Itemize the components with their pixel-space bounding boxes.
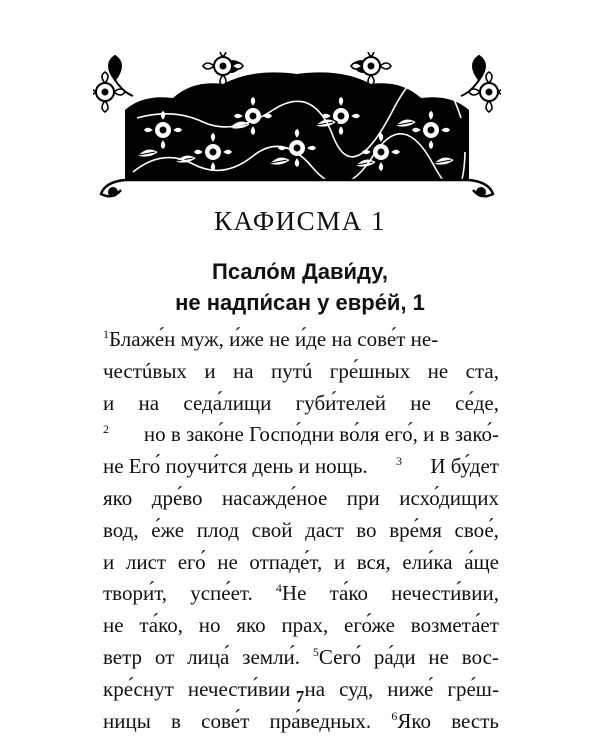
verse-word — [269, 706, 371, 738]
verse-word-text: гре́ш- — [447, 676, 499, 701]
verse-word — [430, 451, 499, 483]
verse-word — [347, 483, 380, 515]
verse-word-text: вся, — [356, 549, 391, 574]
verse-line — [103, 706, 499, 738]
verse-word — [222, 483, 327, 515]
verse-word-text: се́де, — [455, 390, 499, 415]
verse-word-text: Не — [281, 581, 307, 606]
verse-word — [103, 547, 114, 579]
verse-word — [428, 356, 449, 388]
verse-word-text: Сего́ — [318, 644, 362, 669]
verse-line — [103, 547, 499, 579]
verse-word-text: свое́, — [454, 517, 499, 542]
verse-word — [103, 483, 132, 515]
verse-word-text: при — [346, 485, 380, 510]
verse-word-text: его́ — [177, 549, 206, 574]
verse-word-text: плод — [196, 517, 240, 542]
verse-word — [103, 610, 124, 642]
verse-word-text: губи́телей — [295, 390, 386, 415]
verse-word — [357, 547, 391, 579]
verse-word — [151, 515, 184, 547]
verse-line — [103, 578, 499, 610]
verse-word-text: не — [428, 644, 449, 669]
verse-word-text: прах, — [281, 613, 329, 638]
verse-word-text: та́ко — [329, 581, 368, 606]
verse-word — [103, 578, 167, 610]
verse-word — [217, 547, 238, 579]
verse-word — [126, 547, 166, 579]
verse-number: 4 — [275, 581, 282, 596]
verse-word — [183, 388, 271, 420]
verse-word — [402, 547, 452, 579]
page-number: 7 — [295, 687, 305, 706]
verse-word-text: успе́ет. — [190, 581, 253, 606]
verse-word — [103, 451, 368, 483]
verse-word — [249, 547, 322, 579]
verse-word-text: вре́мя — [389, 517, 442, 542]
verse-word — [296, 388, 386, 420]
verse-word — [334, 547, 345, 579]
verse-word — [455, 388, 499, 420]
verse-word-text: яко — [103, 485, 133, 510]
verse-word — [466, 356, 499, 388]
verse-number: 3 — [396, 454, 402, 469]
verse-word — [410, 388, 431, 420]
verse-word — [411, 610, 499, 642]
verse-word-text: во — [356, 517, 377, 542]
verse-word-text: не — [217, 549, 238, 574]
verse-word-text: земли́. — [242, 644, 301, 669]
verse-word-text: возмета́ет — [410, 613, 499, 638]
verse-word — [344, 610, 395, 642]
verse-word — [464, 547, 499, 579]
verse-word-text: и — [204, 358, 216, 383]
verse-word-text: е́же — [151, 517, 185, 542]
verse-word-text: та́ко, — [139, 613, 183, 638]
verse-word-text: ра́ди — [373, 644, 416, 669]
verse-line — [103, 610, 499, 642]
verse-word-text: и — [103, 549, 115, 574]
verse-word — [103, 388, 114, 420]
verse-word — [389, 515, 442, 547]
verse-word — [139, 610, 183, 642]
verse-word — [171, 706, 181, 738]
verse-word-text: отпаде́т, — [249, 549, 323, 574]
verse-word-text: седа́лищи — [183, 390, 272, 415]
verse-word-text: и — [103, 390, 115, 415]
verse-word-text: кре́снут — [103, 676, 174, 701]
verse-word-text: свой — [251, 517, 293, 542]
verse-word — [103, 419, 109, 451]
verse-word — [139, 388, 160, 420]
verse-word-text: его́же — [344, 613, 395, 638]
verse-word-text: яко — [236, 613, 266, 638]
psalm-heading — [100, 256, 500, 318]
verse-line — [103, 451, 499, 483]
verse-word — [233, 356, 254, 388]
verse-word-text: насажде́ное — [222, 485, 328, 510]
verse-word-text: и — [333, 549, 346, 574]
verse-word — [252, 515, 293, 547]
verse-word-text: а́ще — [464, 549, 499, 574]
verse-word-text: не — [427, 358, 449, 383]
verse-word-text: гре́шных — [329, 358, 411, 383]
verse-word-text: твори́т, — [103, 581, 168, 606]
verse-line — [103, 388, 499, 420]
verse-word-text: в — [171, 708, 181, 733]
verse-word — [187, 642, 229, 674]
psalm-verse-text — [103, 324, 499, 737]
verse-word — [103, 356, 187, 388]
verse-line — [103, 642, 499, 674]
verse-line — [103, 324, 499, 356]
verse-word-text: пра́ведных. — [269, 708, 372, 733]
verse-word-text: ниже́ — [387, 676, 434, 701]
verse-number: 5 — [312, 644, 319, 659]
verse-number: 6 — [391, 708, 398, 723]
verse-word-text: вод, — [103, 517, 139, 542]
verse-word-text: на — [304, 676, 326, 701]
verse-word-text: ели́ка — [402, 549, 453, 574]
verse-number: 1 — [103, 327, 109, 341]
verse-word-text: на — [233, 358, 254, 383]
verse-word-text: путú — [270, 358, 313, 383]
verse-word — [144, 419, 499, 451]
verse-word — [236, 610, 265, 642]
verse-word — [374, 642, 416, 674]
verse-word — [190, 578, 253, 610]
verse-word — [155, 642, 174, 674]
verse-word — [330, 578, 368, 610]
verse-word — [391, 578, 499, 610]
verse-word-text: сове́т — [201, 708, 250, 733]
verse-word — [109, 324, 438, 356]
verse-word-text: лист — [125, 549, 167, 574]
verse-word — [271, 356, 312, 388]
verse-word — [152, 483, 203, 515]
verse-word — [451, 706, 499, 738]
verse-word-text: Блаже́н муж, и́же не и́де на сове́т не- — [109, 327, 439, 351]
verse-word — [201, 706, 249, 738]
verse-word — [356, 515, 376, 547]
verse-line — [103, 515, 499, 547]
verse-word — [276, 578, 307, 610]
verse-word — [455, 515, 499, 547]
verse-line — [103, 483, 499, 515]
verse-word — [428, 642, 449, 674]
verse-word — [103, 515, 139, 547]
psalm-heading-line: Псало́м Дави́ду, — [212, 259, 388, 284]
verse-line — [103, 356, 499, 388]
floral-headpiece-icon — [93, 52, 501, 200]
kathisma-title: КАФИСМА 1 — [214, 206, 386, 236]
verse-word-text: не — [103, 613, 124, 638]
verse-word — [103, 642, 142, 674]
verse-word-text: ницы — [103, 708, 151, 733]
verse-word — [103, 706, 151, 738]
verse-word-text: суд, — [339, 676, 374, 701]
verse-word — [330, 356, 410, 388]
verse-word — [204, 356, 215, 388]
verse-word — [281, 610, 328, 642]
verse-number: 2 — [103, 422, 109, 437]
verse-word-text: нечести́вии, — [391, 581, 499, 606]
verse-word-text: нечести́вии — [187, 676, 291, 701]
verse-word-text: дре́во — [151, 485, 203, 510]
verse-word — [399, 483, 499, 515]
verse-word — [313, 642, 361, 674]
verse-word-text: И бу́дет — [430, 454, 499, 479]
verse-word-text: исхо́дищих — [399, 485, 499, 510]
verse-word-text: от — [154, 644, 175, 669]
verse-word-text: лица́ — [187, 644, 230, 669]
verse-word — [199, 610, 221, 642]
verse-word-text: не Его́ поучи́тся день и нощь. — [103, 454, 368, 479]
verse-word — [197, 515, 239, 547]
verse-word-text: но — [198, 613, 221, 638]
verse-word-text: вос- — [461, 644, 499, 669]
verse-word-text: Яко — [397, 708, 432, 733]
verse-word-text: даст — [305, 517, 344, 542]
verse-word — [242, 642, 300, 674]
verse-word-text: ветр — [103, 644, 143, 669]
verse-word — [178, 547, 206, 579]
verse-word-text: но в зако́не Госпо́дни во́ля его́, и в зако́- — [143, 422, 499, 447]
verse-word — [396, 451, 402, 483]
psalm-heading-line: не надпи́сан у евре́й, 1 — [175, 290, 425, 315]
verse-word-text: не — [410, 390, 431, 415]
verse-word-text: ста, — [465, 358, 499, 383]
verse-word-text: на — [138, 390, 160, 415]
verse-word — [462, 642, 499, 674]
verse-word-text: весть — [451, 708, 499, 733]
verse-line — [103, 419, 499, 451]
verse-word — [391, 706, 431, 738]
verse-word-text: честúвых — [103, 358, 187, 383]
verse-word — [305, 515, 344, 547]
